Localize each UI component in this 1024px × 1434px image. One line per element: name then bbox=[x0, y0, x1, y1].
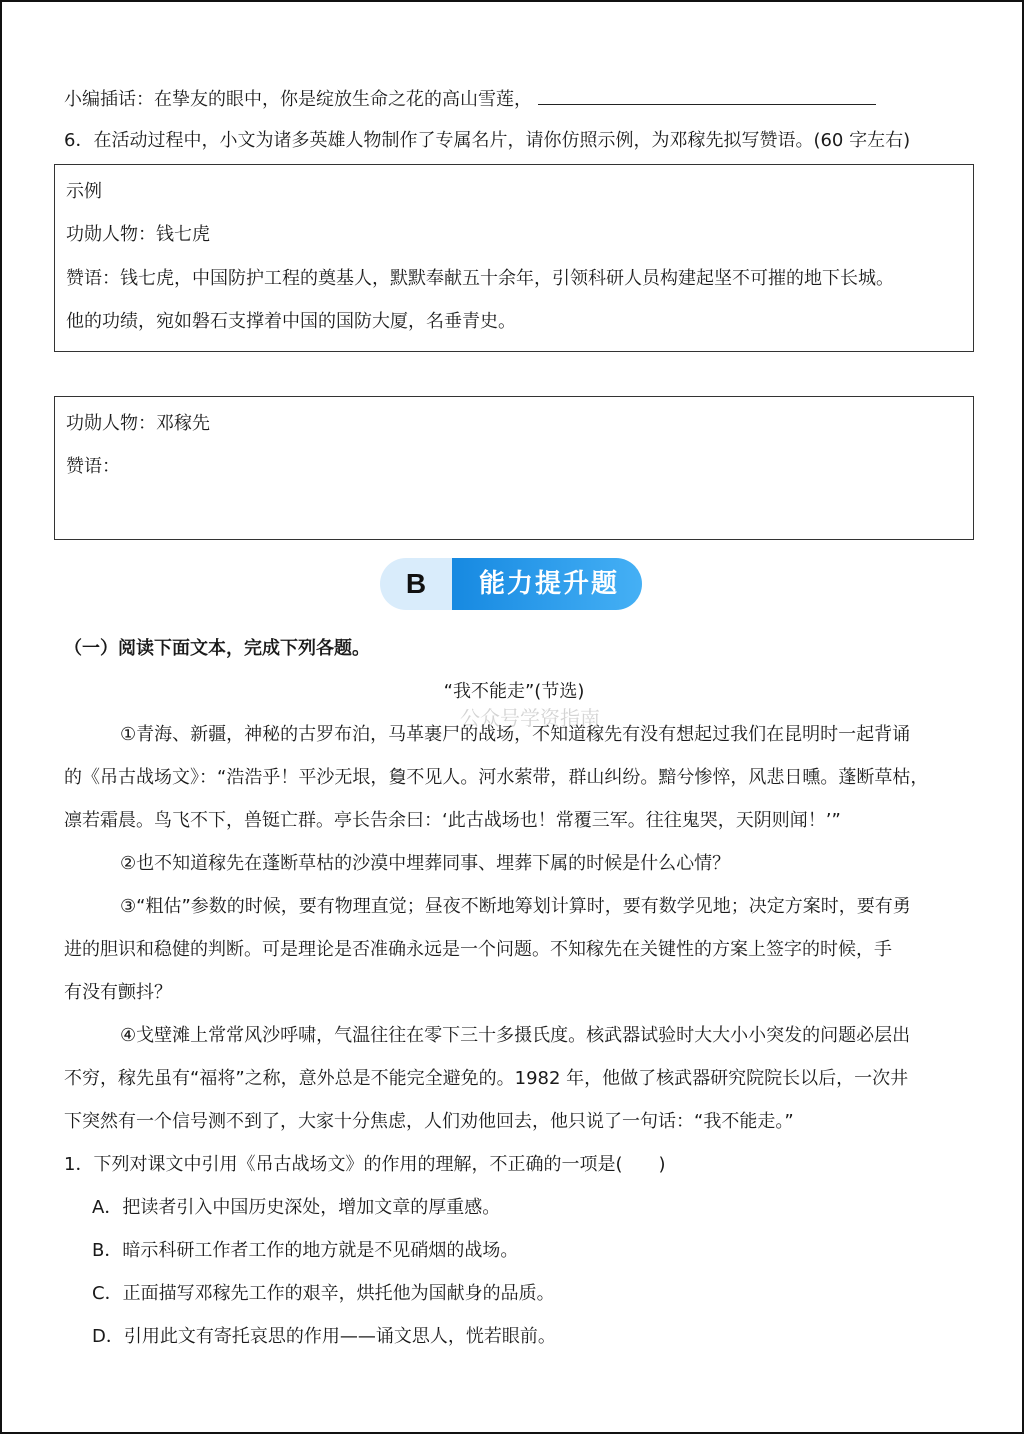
option-c[interactable]: C．正面描写邓稼先工作的艰辛，烘托他为国献身的品质。 bbox=[92, 1283, 555, 1304]
example-praise-line-1: 赞语：钱七虎，中国防护工程的奠基人，默默奉献五十余年，引领科研人员构建起坚不可摧的地下长城。 bbox=[66, 268, 894, 289]
paragraph-line: 不穷，稼先虽有“福将”之称，意外总是不能完全避免的。1982 年，他做了核武器研究院院长以后，一次井 bbox=[64, 1068, 909, 1089]
article-title: “我不能走”(节选) bbox=[443, 681, 585, 702]
question-1-stem: 1．下列对课文中引用《吊古战场文》的作用的理解，不正确的一项是( ) bbox=[64, 1154, 666, 1175]
paragraph-line: 下突然有一个信号测不到了，大家十分焦虑，人们劝他回去，他只说了一句话：“我不能走。” bbox=[64, 1111, 794, 1132]
banner-letter: B bbox=[380, 558, 452, 610]
question-6: 6．在活动过程中，小文为诸多英雄人物制作了专属名片，请你仿照示例，为邓稼先拟写赞语。(60 字左右) bbox=[64, 130, 911, 151]
watermark-text: 公众号学资指南 bbox=[460, 706, 600, 730]
paragraph-line: ④戈壁滩上常常风沙呼啸，气温往往在零下三十多摄氏度。核武器试验时大大小小突发的问题必层出 bbox=[120, 1025, 911, 1046]
editor-note-line bbox=[64, 86, 876, 112]
option-d[interactable]: D．引用此文有寄托哀思的作用——诵文思人，恍若眼前。 bbox=[92, 1326, 556, 1347]
example-praise-line-2: 他的功绩，宛如磐石支撑着中国的国防大厦，名垂青史。 bbox=[66, 311, 516, 332]
answer-box[interactable] bbox=[54, 396, 974, 540]
banner-label: 能力提升题 bbox=[442, 558, 642, 610]
paragraph-line: 进的胆识和稳健的判断。可是理论是否准确永远是一个问题。不知稼先在关键性的方案上签字的时候，手 bbox=[64, 939, 892, 960]
answer-praise-label: 赞语： bbox=[66, 456, 120, 477]
paragraph-line: 的《吊古战场文》：“浩浩乎！平沙无垠，敻不见人。河水萦带，群山纠纷。黯兮惨悴，风悲日曛。蓬断草枯， bbox=[64, 767, 929, 788]
editor-note-text: 小编插话：在挚友的眼中，你是绽放生命之花的高山雪莲， bbox=[64, 89, 532, 110]
example-heading: 示例 bbox=[66, 181, 102, 202]
answer-person: 功勋人物：邓稼先 bbox=[66, 413, 210, 434]
answer-blank[interactable] bbox=[538, 86, 876, 105]
section-heading: （一）阅读下面文本，完成下列各题。 bbox=[64, 638, 370, 659]
option-b[interactable]: B．暗示科研工作者工作的地方就是不见硝烟的战场。 bbox=[92, 1240, 519, 1261]
paragraph-line: 凛若霜晨。鸟飞不下，兽铤亡群。亭长告余曰：‘此古战场也！常覆三军。往往鬼哭，天阴则闻！’” bbox=[64, 810, 841, 831]
example-person: 功勋人物：钱七虎 bbox=[66, 224, 210, 245]
paragraph-line: ③“粗估”参数的时候，要有物理直觉；昼夜不断地筹划计算时，要有数学见地；决定方案时，要有勇 bbox=[120, 896, 911, 917]
example-box bbox=[54, 164, 974, 352]
section-b-banner bbox=[380, 558, 642, 610]
option-a[interactable]: A．把读者引入中国历史深处，增加文章的厚重感。 bbox=[92, 1197, 501, 1218]
paragraph-line: 有没有颤抖？ bbox=[64, 982, 172, 1003]
paragraph-line: ②也不知道稼先在蓬断草枯的沙漠中埋葬同事、埋葬下属的时候是什么心情？ bbox=[120, 853, 731, 874]
paragraph-line: ①青海、新疆，神秘的古罗布泊，马革裹尸的战场，不知道稼先有没有想起过我们在昆明时一起背诵 bbox=[120, 724, 911, 745]
